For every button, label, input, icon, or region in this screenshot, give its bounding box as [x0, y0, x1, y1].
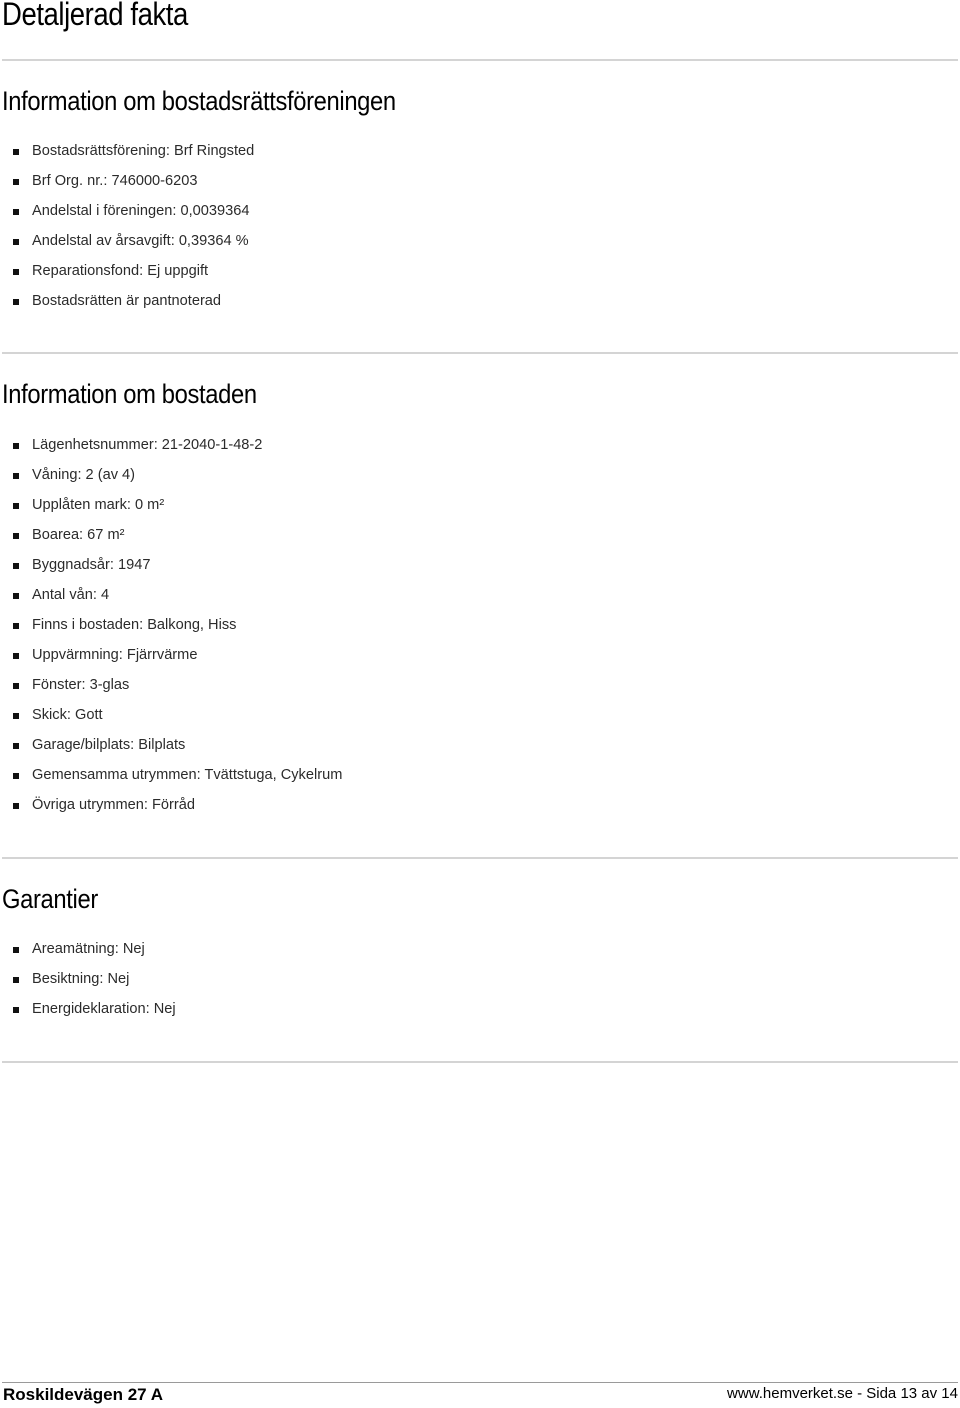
fact-text: Våning: 2 (av 4) — [32, 467, 136, 483]
bullet-icon — [13, 803, 19, 809]
bullet-icon — [13, 593, 19, 599]
bullet-icon — [13, 269, 19, 275]
bullet-icon — [13, 149, 19, 155]
list-item — [0, 291, 254, 321]
list-item — [0, 735, 342, 765]
section-heading-association: Information om bostadsrättsföreningen — [2, 86, 396, 116]
fact-text: Andelstal av årsavgift: 0,39364 % — [32, 233, 249, 249]
page-title: Detaljerad fakta — [2, 0, 188, 32]
fact-text: Lägenhetsnummer: 21-2040-1-48-2 — [32, 437, 263, 453]
list-item — [0, 141, 254, 171]
bullet-icon — [13, 773, 19, 779]
bullet-icon — [13, 653, 19, 659]
bullet-icon — [13, 713, 19, 719]
bullet-icon — [13, 743, 19, 749]
list-item — [0, 645, 342, 675]
bullet-icon — [13, 239, 19, 245]
bullet-icon — [13, 683, 19, 689]
fact-text: Gemensamma utrymmen: Tvättstuga, Cykelrum — [32, 767, 343, 783]
section-heading-apartment: Information om bostaden — [2, 379, 257, 409]
section-divider — [2, 352, 958, 354]
fact-text: Upplåten mark: 0 m² — [32, 497, 165, 513]
list-item — [0, 231, 254, 261]
list-item — [0, 969, 176, 999]
fact-text: Besiktning: Nej — [32, 971, 130, 987]
fact-text: Bostadsrätten är pantnoterad — [32, 293, 222, 309]
list-item — [0, 555, 342, 585]
fact-text: Andelstal i föreningen: 0,0039364 — [32, 203, 250, 219]
fact-text: Övriga utrymmen: Förråd — [32, 797, 196, 813]
apartment-facts-list — [0, 435, 342, 825]
bullet-icon — [13, 623, 19, 629]
association-facts-list — [0, 141, 254, 321]
bullet-icon — [13, 209, 19, 215]
list-item — [0, 435, 342, 465]
fact-text: Boarea: 67 m² — [32, 527, 125, 543]
bullet-icon — [13, 179, 19, 185]
section-divider — [2, 59, 958, 61]
guarantee-facts-list — [0, 939, 176, 1029]
list-item — [0, 465, 342, 495]
bullet-icon — [13, 503, 19, 509]
bullet-icon — [13, 977, 19, 983]
bullet-icon — [13, 443, 19, 449]
list-item — [0, 795, 342, 825]
bullet-icon — [13, 473, 19, 479]
list-item — [0, 201, 254, 231]
fact-text: Byggnadsår: 1947 — [32, 557, 151, 573]
fact-text: Fönster: 3-glas — [32, 677, 130, 693]
fact-text: Areamätning: Nej — [32, 941, 145, 957]
list-item — [0, 495, 342, 525]
fact-text: Finns i bostaden: Balkong, Hiss — [32, 617, 237, 633]
list-item — [0, 765, 342, 795]
fact-text: Skick: Gott — [32, 707, 103, 723]
list-item — [0, 675, 342, 705]
bullet-icon — [13, 533, 19, 539]
fact-text: Brf Org. nr.: 746000-6203 — [32, 173, 198, 189]
fact-text: Energideklaration: Nej — [32, 1001, 176, 1017]
footer-address: Roskildevägen 27 A — [3, 1385, 163, 1404]
list-item — [0, 525, 342, 555]
section-divider — [2, 857, 958, 859]
fact-text: Reparationsfond: Ej uppgift — [32, 263, 209, 279]
footer-divider — [2, 1382, 958, 1383]
bullet-icon — [13, 1007, 19, 1013]
fact-text: Antal vån: 4 — [32, 587, 110, 603]
list-item — [0, 705, 342, 735]
bullet-icon — [13, 299, 19, 305]
list-item — [0, 999, 176, 1029]
bullet-icon — [13, 947, 19, 953]
list-item — [0, 171, 254, 201]
list-item — [0, 615, 342, 645]
footer-page-info: www.hemverket.se - Sida 13 av 14 — [727, 1385, 958, 1402]
list-item — [0, 585, 342, 615]
list-item — [0, 261, 254, 291]
bullet-icon — [13, 563, 19, 569]
fact-text: Garage/bilplats: Bilplats — [32, 737, 186, 753]
fact-text: Bostadsrättsförening: Brf Ringsted — [32, 143, 255, 159]
fact-text: Uppvärmning: Fjärrvärme — [32, 647, 198, 663]
section-heading-guarantees: Garantier — [2, 884, 98, 914]
list-item — [0, 939, 176, 969]
section-divider — [2, 1061, 958, 1063]
